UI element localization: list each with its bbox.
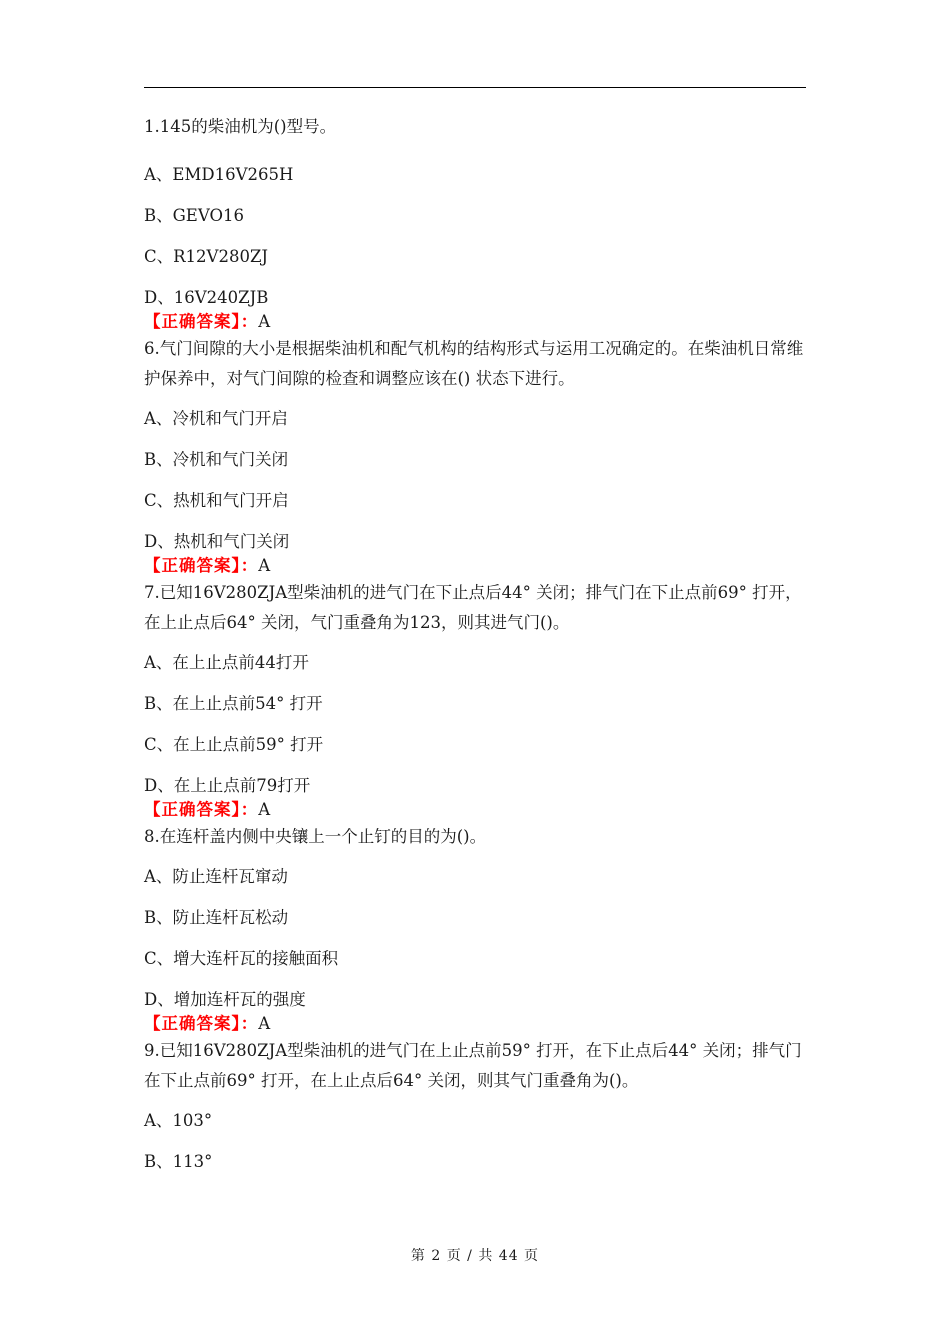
option-a: A、在上止点前44打开: [144, 653, 309, 672]
header-rule: [144, 87, 806, 88]
page-footer: 第 2 页 / 共 44 页: [410, 1248, 540, 1264]
answer-line: [144, 310, 824, 334]
option-c: C、热机和气门开启: [144, 491, 289, 510]
option-d: D、在上止点前79打开: [144, 776, 311, 795]
question-8: [144, 822, 824, 1036]
answer-line: [144, 1012, 824, 1036]
answer-value: A: [258, 800, 271, 819]
option-c: C、增大连杆瓦的接触面积: [144, 949, 339, 968]
question-6: [144, 334, 824, 578]
option-b: B、GEVO16: [144, 206, 244, 225]
answer-label: 【正确答案】：: [144, 800, 259, 819]
option-a: A、EMD16V265H: [144, 165, 294, 184]
answer-line: [144, 554, 824, 578]
option-a: A、103°: [144, 1111, 213, 1130]
option-d: D、增加连杆瓦的强度: [144, 990, 306, 1009]
option-a: A、防止连杆瓦窜动: [144, 867, 288, 886]
answer-value: A: [258, 312, 271, 331]
answer-line: [144, 798, 824, 822]
question-9: [144, 1036, 824, 1182]
question-stem: 6.气门间隙的大小是根据柴油机和配气机构的结构形式与运用工况确定的。在柴油机日常维护保养中，对气门间隙的检查和调整应该在() 状态下进行。: [144, 339, 804, 388]
question-stem: 8.在连杆盖内侧中央镶上一个止钉的目的为()。: [144, 827, 487, 846]
question-stem: 9.已知16V280ZJA型柴油机的进气门在上止点前59° 打开，在下止点后44° 关闭；排气门在下止点前69° 打开，在上止点后64° 关闭，则其气门重叠角为()。: [144, 1041, 802, 1090]
answer-label: 【正确答案】：: [144, 556, 259, 575]
question-stem: 1.145的柴油机为()型号。: [144, 117, 337, 136]
question-stem: 7.已知16V280ZJA型柴油机的进气门在下止点后44° 关闭；排气门在下止点前69° 打开，在上止点后64° 关闭，气门重叠角为123，则其进气门()。: [144, 583, 802, 632]
answer-label: 【正确答案】：: [144, 1014, 259, 1033]
document-body: [144, 112, 824, 1182]
option-b: B、防止连杆瓦松动: [144, 908, 289, 927]
option-d: D、16V240ZJB: [144, 288, 269, 307]
answer-value: A: [258, 556, 271, 575]
option-c: C、R12V280ZJ: [144, 247, 269, 266]
answer-value: A: [258, 1014, 271, 1033]
option-b: B、冷机和气门关闭: [144, 450, 289, 469]
option-c: C、在上止点前59° 打开: [144, 735, 324, 754]
question-7: [144, 578, 824, 822]
option-b: B、113°: [144, 1152, 213, 1171]
option-d: D、热机和气门关闭: [144, 532, 290, 551]
option-b: B、在上止点前54° 打开: [144, 694, 323, 713]
question-1: [144, 112, 824, 334]
answer-label: 【正确答案】：: [144, 312, 259, 331]
option-a: A、冷机和气门开启: [144, 409, 288, 428]
